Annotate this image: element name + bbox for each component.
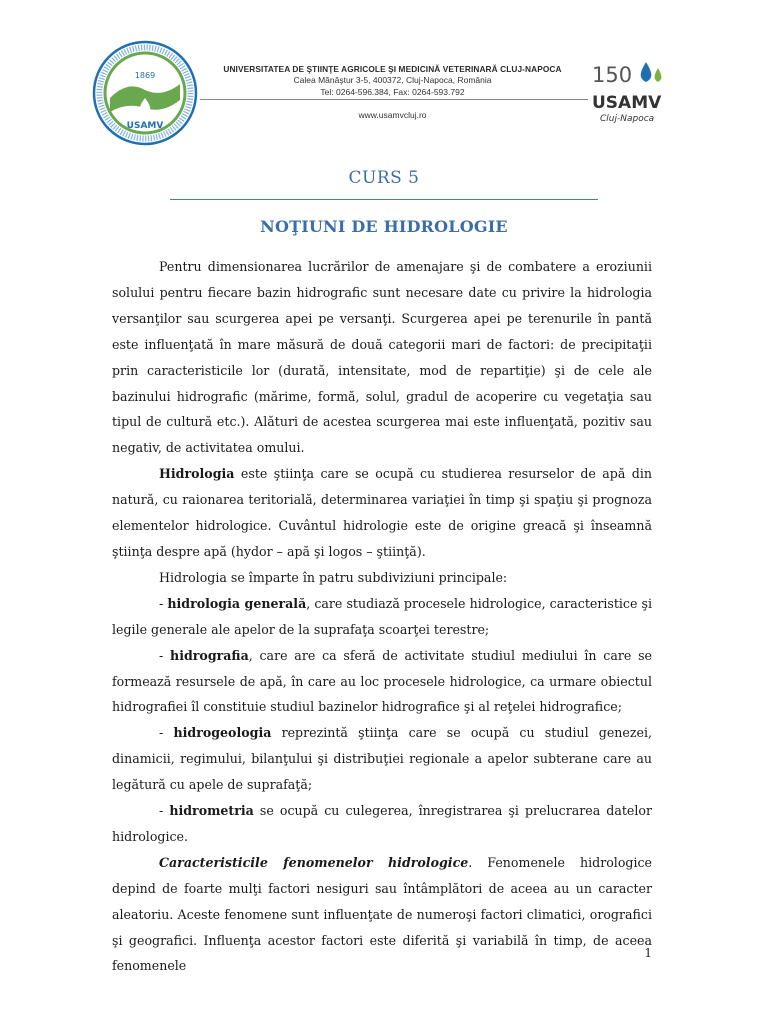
- svg-text:Cluj-Napoca: Cluj-Napoca: [600, 114, 655, 124]
- letterhead-divider: [200, 99, 588, 100]
- paragraph-text: , care are ca sferă de activitate studiul mediului în care se formează resursele de apă, în care au loc procesele hidrologice, ca urmare obiectul hidrografiei îl constituie studiul bazinelor hidrografice şi al reţelei hidrografice;: [112, 647, 652, 715]
- paragraph-intro: Pentru dimensionarea lucrărilor de amenajare şi de combatere a eroziunii solului pentru fiecare bazin hidrografic sunt necesare date cu privire la hidrologia versanţilor sau scurgerea apei pe versanţi. Scurgerea apei pe terenurile în pantă este influenţată în mare măsură de două categorii mari de factori: de precipitaţii prin caracteristicile lor (durată, intensitate, mod de repartiţie) şi de cele ale bazinului hidrografic (mărime, formă, solul, gradul de acoperire cu vegetaţia sau tipul de cultură etc.). Alături de acestea scurgerea mai este influenţată, pozitiv sau negativ, de activitatea omului.: [112, 259, 652, 456]
- paragraph-subdivisions: Hidrologia se împarte în patru subdiviziuni principale:: [159, 569, 508, 585]
- svg-text:USAMV: USAMV: [592, 93, 662, 113]
- list-item-hidrometria: [112, 798, 652, 850]
- term-hidrografia: hidrografia: [170, 647, 249, 663]
- list-item-hidrologia-generala: [112, 591, 652, 643]
- term-hidrologia-generala: hidrologia generală: [167, 595, 307, 611]
- usamv-150-logo: [588, 60, 678, 132]
- paragraph-text: , care studiază procesele hidrologice, caracteristice şi legile generale ale apelor de la suprafaţa scoarţei terestre;: [112, 595, 653, 637]
- term-caracteristicile: Caracteristicile fenomenelor hidrologice: [159, 854, 469, 870]
- course-divider: [170, 199, 598, 200]
- paragraph-text: reprezintă ştiinţa care se ocupă cu studiul genezei, dinamicii, regimului, bilanţului şi distribuţiei regionale a apelor subterane care au legătură cu apele de suprafaţă;: [112, 725, 652, 793]
- list-dash: -: [159, 647, 171, 663]
- university-address: Calea Mănăştur 3-5, 400372, Cluj-Napoca, România: [293, 75, 492, 85]
- paragraph-text: . Fenomenele hidrologice depind de foarte mulţi factori nesiguri sau întâmplători de aceea au un caracter aleatoriu. Aceste fenomene sunt influenţate de numeroşi factori climatici, orografici şi geografici. Influenţa acestor factori este diferită şi variabilă în timp, de aceea fenomenele: [112, 854, 652, 974]
- letterhead: [0, 0, 768, 140]
- list-item-hidrografia: [112, 643, 652, 721]
- term-hidrologia: Hidrologia: [159, 466, 235, 482]
- document-body: [112, 254, 652, 979]
- paragraph-text: este ştiinţa care se ocupă cu studierea resurselor de apă din natură, cu raionarea teritorială, determinarea variaţiei în timp şi spaţiu şi prognoza elementelor hidrologice. Cuvântul hidrologie este de origine greacă şi înseamnă ştiinţa despre apă (hydor – apă şi logos – ştiinţă).: [112, 466, 652, 559]
- course-label: CURS 5: [348, 168, 420, 188]
- paragraph-text: se ocupă cu culegerea, înregistrarea şi prelucrarea datelor hidrologice.: [112, 803, 652, 844]
- list-dash: -: [159, 803, 170, 819]
- university-seal-logo: [92, 40, 198, 146]
- university-phone: Tel: 0264-596.384, Fax: 0264-593.792: [320, 87, 465, 97]
- svg-text:150: 150: [592, 63, 633, 87]
- svg-text:1869: 1869: [134, 71, 156, 80]
- page-number: 1: [644, 946, 652, 960]
- list-dash: -: [159, 725, 174, 741]
- svg-text:USAMV: USAMV: [126, 121, 164, 131]
- page-title: NOŢIUNI DE HIDROLOGIE: [260, 217, 508, 236]
- list-dash: -: [159, 595, 168, 611]
- letterhead-text: [200, 64, 585, 120]
- university-name: UNIVERSITATEA DE ŞTIINŢE AGRICOLE ŞI MEDICINĂ VETERINARĂ CLUJ-NAPOCA: [223, 64, 562, 74]
- term-hidrometria: hidrometria: [169, 803, 254, 819]
- paragraph-hidrologia: [112, 461, 652, 565]
- paragraph-characteristics: [112, 850, 652, 980]
- list-item-hidrogeologia: [112, 720, 652, 798]
- term-hidrogeologia: hidrogeologia: [173, 725, 272, 741]
- university-website: www.usamvcluj.ro: [358, 110, 427, 120]
